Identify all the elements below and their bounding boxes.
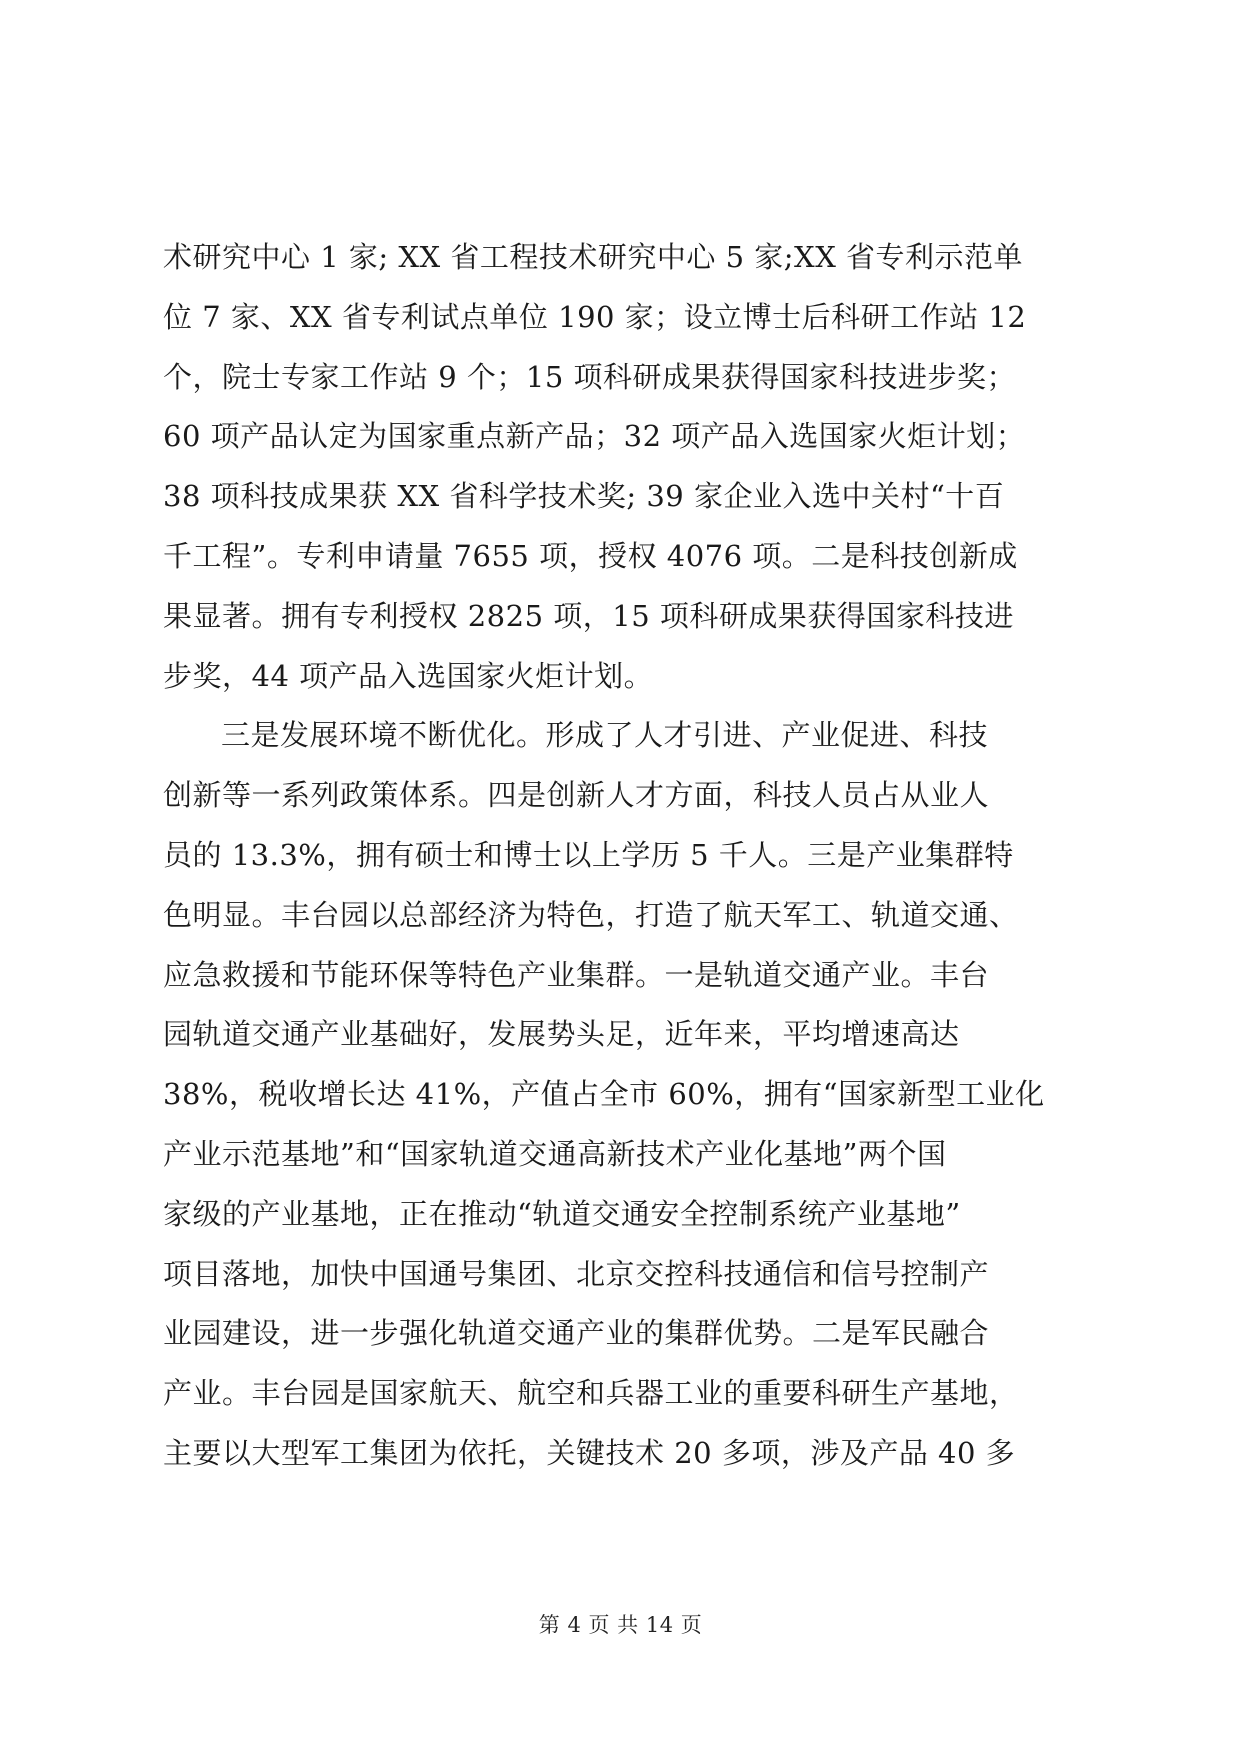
text-line: 应急救援和节能环保等特色产业集群。一是轨道交通产业。丰台 [163,957,990,992]
text-line: 千工程”。专利申请量 7655 项，授权 4076 项。二是科技创新成 [163,538,1018,573]
page-number: 第 4 页 共 14 页 [538,1613,703,1637]
text-line: 位 7 家、XX 省专利试点单位 190 家；设立博士后科研工作站 12 [163,299,1027,334]
text-line: 60 项产品认定为国家重点新产品；32 项产品入选国家火炬计划； [163,419,1026,454]
text-line: 园轨道交通产业基础好，发展势头足，近年来，平均增速高达 [163,1017,960,1052]
text-line: 家级的产业基地，正在推动“轨道交通安全控制系统产业基地” [163,1196,961,1231]
text-line: 色明显。丰台园以总部经济为特色，打造了航天军工、轨道交通、 [163,897,1019,932]
text-line: 产业。丰台园是国家航天、航空和兵器工业的重要科研生产基地， [163,1376,1019,1411]
text-line: 员的 13.3%，拥有硕士和博士以上学历 5 千人。三是产业集群特 [163,837,1014,872]
text-line: 主要以大型军工集团为依托，关键技术 20 多项，涉及产品 40 多 [163,1435,1016,1470]
text-line: 步奖，44 项产品入选国家火炬计划。 [163,658,654,693]
text-line: 业园建设，进一步强化轨道交通产业的集群优势。二是军民融合 [163,1316,990,1351]
text-line: 38 项科技成果获 XX 省科学技术奖; 39 家企业入选中关村“十百 [163,479,1005,514]
text-line: 项目落地，加快中国通号集团、北京交控科技通信和信号控制产 [163,1256,990,1291]
text-line: 术研究中心 1 家; XX 省工程技术研究中心 5 家;XX 省专利示范单 [163,240,1024,274]
paragraph-start-line: 三是发展环境不断优化。形成了人才引进、产业促进、科技 [221,718,989,753]
text-line: 果显著。拥有专利授权 2825 项，15 项科研成果获得国家科技进 [163,598,1014,633]
text-line: 创新等一系列政策体系。四是创新人才方面，科技人员占从业人 [163,778,990,813]
text-line: 38%，税收增长达 41%，产值占全市 60%，拥有“国家新型工业化 [163,1077,1045,1112]
body-text [163,228,1088,1484]
page-footer [0,1610,1241,1640]
text-line: 个，院士专家工作站 9 个；15 项科研成果获得国家科技进步奖； [163,359,1017,394]
text-line: 产业示范基地”和“国家轨道交通高新技术产业化基地”两个国 [163,1136,947,1171]
